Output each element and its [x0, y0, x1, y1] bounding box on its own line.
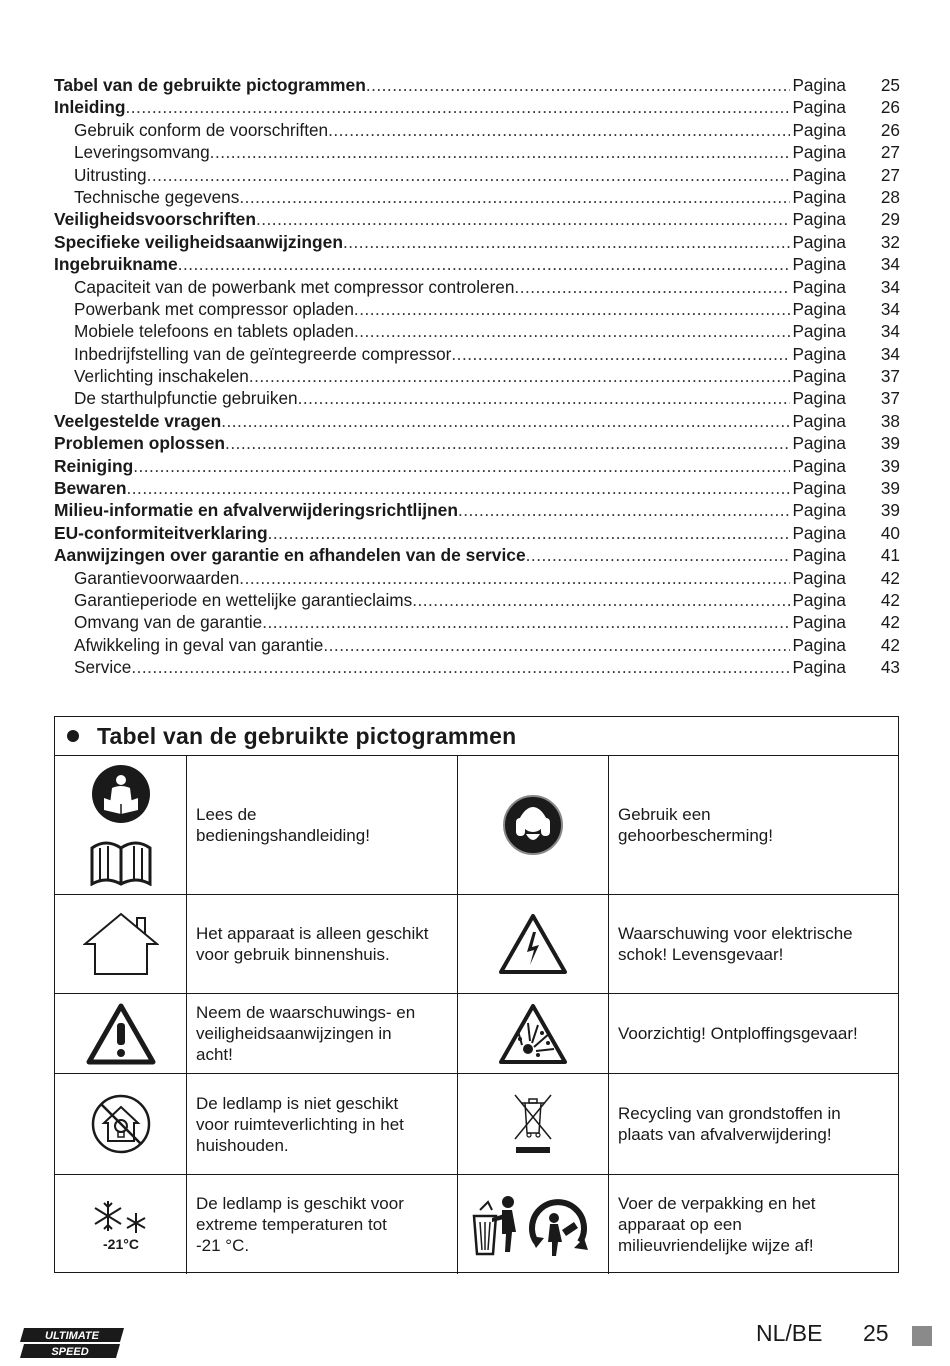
toc-leader-dots: [451, 343, 790, 365]
toc-entry: [54, 141, 900, 163]
toc-entry: [54, 522, 900, 544]
toc-page-number: 27: [880, 164, 900, 185]
toc-leader-dots: [366, 74, 790, 96]
crossed-bin-icon: [458, 1074, 609, 1174]
toc-entry-title: Service: [74, 657, 132, 678]
toc-page-word: Pagina: [792, 142, 846, 163]
toc-page-number: 39: [880, 478, 900, 499]
toc-entry-title: Leveringsomvang: [74, 142, 210, 163]
toc-entry: [54, 343, 900, 365]
toc-page-number: 28: [880, 186, 900, 207]
toc-leader-dots: [354, 298, 790, 320]
pictogram-table-header: [55, 717, 898, 756]
ear-protection-icon: [458, 755, 609, 894]
toc-page-word: Pagina: [792, 567, 846, 588]
toc-entry: [54, 499, 900, 521]
toc-page-number: 27: [880, 142, 900, 163]
toc-entry-title: Inleiding: [54, 97, 126, 118]
toc-page-number: 26: [880, 97, 900, 118]
svg-text:SPEED: SPEED: [51, 1346, 89, 1358]
toc-page-number: 42: [880, 634, 900, 655]
toc-entry-title: Gebruik conform de voorschriften: [74, 119, 329, 140]
toc-entry-title: Specifieke veiligheidsaanwijzingen: [54, 231, 343, 252]
toc-entry: [54, 253, 900, 275]
no-household-lighting-icon: [55, 1074, 187, 1174]
toc-entry-title: Veiligheidsvoorschriften: [54, 209, 256, 230]
page-marker: [912, 1326, 932, 1346]
toc-page-word: Pagina: [792, 612, 846, 633]
toc-entry: [54, 634, 900, 656]
toc-entry: [54, 96, 900, 118]
toc-page-number: 42: [880, 589, 900, 610]
toc-page-number: 39: [880, 500, 900, 521]
toc-entry: [54, 365, 900, 387]
toc-entry-title: Capaciteit van de powerbank met compressor controleren: [74, 276, 515, 297]
pictogram-description: Voorzichtig! Ontploffingsgevaar!: [618, 1024, 858, 1043]
toc-leader-dots: [239, 567, 790, 589]
toc-leader-dots: [458, 499, 790, 521]
toc-leader-dots: [343, 231, 790, 253]
toc-entry: [54, 231, 900, 253]
page-number: 25: [863, 1320, 889, 1346]
toc-page-word: Pagina: [792, 522, 846, 543]
explosion-warning-icon: [458, 994, 609, 1073]
toc-page-number: 34: [880, 254, 900, 275]
toc-page-number: 38: [880, 410, 900, 431]
brand-logo: [20, 1326, 126, 1360]
toc-leader-dots: [225, 432, 790, 454]
toc-entry: [54, 74, 900, 96]
toc-entry-title: De starthulpfunctie gebruiken: [74, 388, 298, 409]
pictogram-description: Voer de verpakking en het apparaat op een milieuvriendelijke wijze af!: [618, 1194, 816, 1255]
toc-entry-title: Problemen oplossen: [54, 433, 226, 454]
toc-leader-dots: [249, 365, 790, 387]
toc-leader-dots: [147, 164, 790, 186]
toc-leader-dots: [127, 477, 791, 499]
bullet-icon: [67, 730, 79, 742]
toc-entry-title: Reiniging: [54, 455, 134, 476]
toc-leader-dots: [262, 611, 790, 633]
toc-page-number: 34: [880, 276, 900, 297]
pictogram-description: Waarschuwing voor elektrische schok! Levensgevaar!: [618, 924, 853, 964]
toc-leader-dots: [268, 522, 790, 544]
toc-entry-title: Garantieperiode en wettelijke garantieclaims: [74, 589, 413, 610]
toc-page-number: 32: [880, 231, 900, 252]
toc-entry-title: Tabel van de gebruikte pictogrammen: [54, 75, 366, 95]
toc-page-word: Pagina: [792, 455, 846, 476]
toc-page-word: Pagina: [792, 410, 846, 431]
electric-shock-warning-icon: [458, 895, 609, 993]
recycle-packaging-icon: [458, 1175, 609, 1274]
toc-entry-title: Afwikkeling in geval van garantie: [74, 634, 324, 655]
toc-page-number: 42: [880, 567, 900, 588]
toc-entry: [54, 298, 900, 320]
toc-entry: [54, 276, 900, 298]
toc-entry-title: Verlichting inschakelen: [74, 366, 249, 387]
toc-page-word: Pagina: [792, 298, 846, 319]
toc-page-word: Pagina: [792, 321, 846, 342]
toc-entry: [54, 186, 900, 208]
toc-entry-title: Inbedrijfstelling van de geïntegreerde compressor: [74, 343, 452, 364]
toc-entry-title: Uitrusting: [74, 164, 147, 185]
toc-entry: [54, 432, 900, 454]
toc-entry-title: Aanwijzingen over garantie en afhandelen van de service: [54, 545, 526, 566]
toc-leader-dots: [256, 208, 790, 230]
toc-page-number: 41: [880, 545, 900, 566]
toc-page-word: Pagina: [792, 97, 846, 118]
pictogram-description: De ledlamp is geschikt voor extreme temperaturen tot -21 °C.: [187, 1175, 458, 1274]
toc-page-word: Pagina: [792, 209, 846, 230]
read-manual-icon: [55, 755, 187, 894]
toc-entry: [54, 119, 900, 141]
toc-entry-title: Bewaren: [54, 478, 127, 499]
pictogram-row: [55, 895, 898, 994]
toc-entry: [54, 208, 900, 230]
toc-page-word: Pagina: [792, 545, 846, 566]
toc-leader-dots: [210, 141, 790, 163]
table-of-contents: [54, 74, 900, 679]
toc-page-number: 39: [880, 455, 900, 476]
pictogram-description: De ledlamp is niet geschikt voor ruimteverlichting in het huishouden.: [187, 1074, 458, 1174]
toc-entry: [54, 567, 900, 589]
toc-page-word: Pagina: [792, 634, 846, 655]
pictogram-table-heading: Tabel van de gebruikte pictogrammen: [97, 722, 517, 749]
toc-entry-title: Technische gegevens: [74, 186, 240, 207]
pictogram-table: [54, 716, 899, 1273]
toc-page-word: Pagina: [792, 119, 846, 140]
toc-leader-dots: [328, 119, 790, 141]
pictogram-description: Gebruik een gehoorbescherming!: [618, 804, 773, 845]
toc-page-word: Pagina: [792, 231, 846, 252]
toc-entry-title: Mobiele telefoons en tablets opladen: [74, 321, 354, 342]
toc-entry-title: Milieu-informatie en afvalverwijderingsrichtlijnen: [54, 500, 458, 521]
toc-entry: [54, 164, 900, 186]
toc-leader-dots: [298, 387, 790, 409]
toc-page-word: Pagina: [792, 343, 846, 364]
toc-leader-dots: [514, 276, 790, 298]
toc-page-word: Pagina: [792, 433, 846, 454]
toc-entry-title: EU-conformiteitverklaring: [54, 522, 268, 543]
toc-entry-title: Ingebruikname: [54, 254, 178, 275]
toc-page-number: 29: [880, 209, 900, 230]
toc-leader-dots: [178, 253, 790, 275]
toc-leader-dots: [412, 589, 790, 611]
general-warning-icon: [55, 994, 187, 1073]
toc-leader-dots: [354, 320, 790, 342]
indoor-house-icon: [55, 895, 187, 993]
toc-page-number: 42: [880, 612, 900, 633]
temperature-label: -21°C: [102, 1235, 139, 1252]
toc-entry: [54, 387, 900, 409]
toc-leader-dots: [131, 656, 790, 678]
toc-page-word: Pagina: [792, 500, 846, 521]
toc-page-number: 40: [880, 522, 900, 543]
toc-entry: [54, 455, 900, 477]
toc-page-number: 39: [880, 433, 900, 454]
svg-text:ULTIMATE: ULTIMATE: [45, 1330, 99, 1342]
toc-page-word: Pagina: [792, 589, 846, 610]
toc-entry-title: Omvang van de garantie: [74, 612, 263, 633]
toc-page-word: Pagina: [792, 276, 846, 297]
toc-page-word: Pagina: [792, 388, 846, 409]
toc-entry: [54, 477, 900, 499]
toc-page-number: 37: [880, 388, 900, 409]
pictogram-row: [55, 1175, 898, 1274]
toc-entry: [54, 320, 900, 342]
toc-entry-title: Veelgestelde vragen: [54, 410, 222, 431]
toc-page-number: 26: [880, 119, 900, 140]
toc-entry: [54, 611, 900, 633]
toc-page-number: 37: [880, 366, 900, 387]
pictogram-description: Recycling van grondstoffen in plaats van afvalverwijdering!: [618, 1104, 841, 1144]
toc-entry: [54, 656, 900, 678]
toc-page-word: Pagina: [792, 75, 846, 95]
pictogram-row: [55, 1074, 898, 1175]
toc-page-number: 43: [880, 657, 900, 678]
toc-leader-dots: [133, 455, 790, 477]
toc-page-word: Pagina: [792, 254, 846, 275]
toc-page-word: Pagina: [792, 657, 846, 678]
toc-leader-dots: [239, 186, 790, 208]
pictogram-row: [55, 755, 898, 895]
pictogram-description: Het apparaat is alleen geschikt voor gebruik binnenshuis.: [187, 895, 458, 993]
toc-leader-dots: [323, 634, 790, 656]
pictogram-description: Lees de bedieningshandleiding!: [187, 755, 458, 894]
toc-page-word: Pagina: [792, 478, 846, 499]
toc-page-number: 34: [880, 321, 900, 342]
toc-leader-dots: [126, 96, 791, 118]
toc-page-number: 34: [880, 343, 900, 364]
toc-entry: [54, 410, 900, 432]
toc-page-number: 34: [880, 298, 900, 319]
toc-entry-title: Garantievoorwaarden: [74, 567, 240, 588]
toc-entry-title: Powerbank met compressor opladen: [74, 298, 354, 319]
language-code: NL/BE: [756, 1320, 823, 1346]
pictogram-description: Neem de waarschuwings- en veiligheidsaanwijzingen in acht!: [187, 994, 458, 1073]
snowflake-temperature-icon: [55, 1175, 187, 1274]
toc-page-word: Pagina: [792, 186, 846, 207]
toc-entry: [54, 589, 900, 611]
toc-leader-dots: [526, 544, 790, 566]
pictogram-row: [55, 994, 898, 1074]
toc-page-word: Pagina: [792, 366, 846, 387]
toc-page-number: 25: [880, 75, 900, 95]
toc-entry: [54, 544, 900, 566]
toc-leader-dots: [221, 410, 790, 432]
toc-page-word: Pagina: [792, 164, 846, 185]
